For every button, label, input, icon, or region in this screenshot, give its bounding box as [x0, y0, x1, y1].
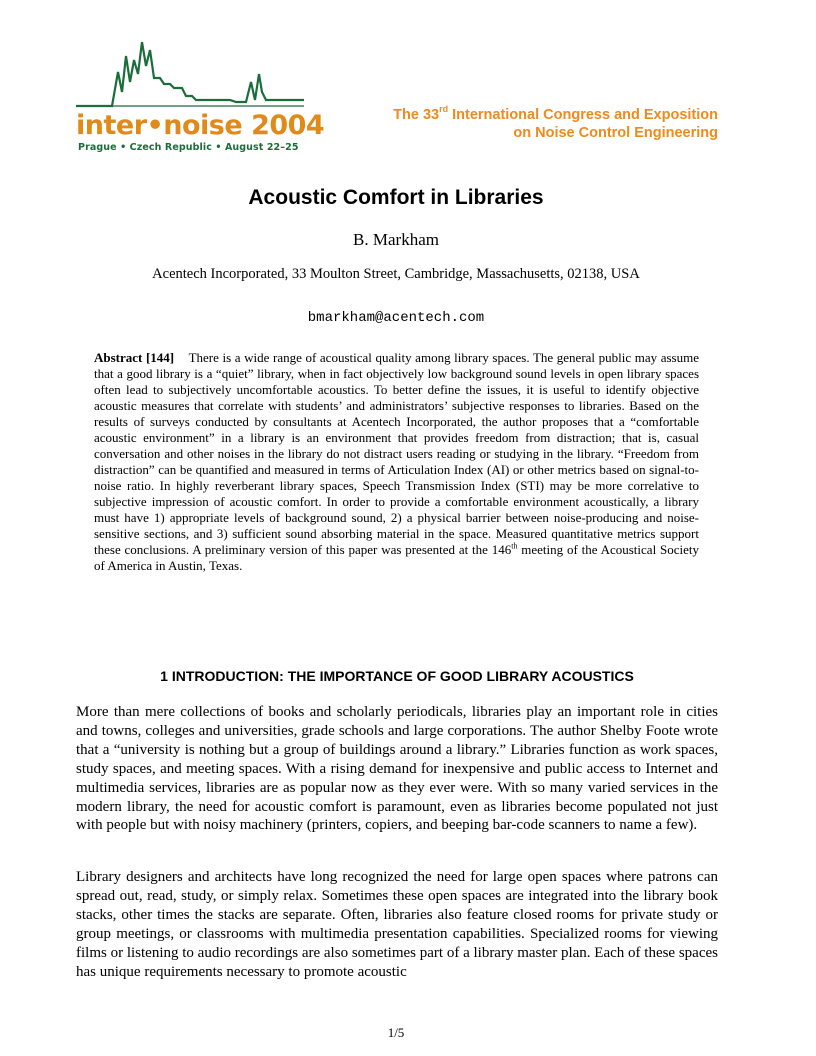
abstract — [94, 350, 699, 574]
paper-title: Acoustic Comfort in Libraries — [248, 186, 544, 209]
page-number: 1/5 — [387, 1025, 405, 1040]
body-paragraph: Library designers and architects have long recognized the need for large open spaces where patrons can spread out, read, study, or simply relax. Sometimes these open spaces are integrated into the library book stacks, other times the stacks are separate. Often, libraries also feature closed rooms for private study or group meetings, or classrooms with multimedia presentation capabilities. Specialized rooms for viewing films or listening to audio recordings are also sometimes part of a library master plan. Each of these spaces has unique requirements necessary to promote acoustic — [76, 869, 718, 980]
section-heading: 1 INTRODUCTION: THE IMPORTANCE OF GOOD LIBRARY ACOUSTICS — [160, 668, 634, 684]
waveform-graphic — [76, 38, 304, 112]
logo-tagline: Prague • Czech Republic • August 22–25 — [78, 142, 299, 153]
congress-line-2: on Noise Control Engineering — [513, 125, 718, 141]
author-email[interactable]: bmarkham@acentech.com — [307, 310, 485, 326]
congress-title — [393, 106, 718, 142]
abstract-text-end: meeting of the Acoustical Society of America in Austin, Texas. — [94, 542, 699, 573]
abstract-label: Abstract [144] — [94, 350, 175, 365]
conference-logo — [76, 38, 325, 160]
paper-author: B. Markham — [353, 230, 439, 249]
logo-wordmark: inter•noise 2004 — [76, 110, 325, 141]
body-paragraph: More than mere collections of books and scholarly periodicals, libraries play an important role in cities and towns, colleges and universities, grade schools and large corporations. The author Shelby Foote wrote that a “university is nothing but a group of buildings around a library.” Libraries function as work spaces, study spaces, and meeting spaces. With a rising demand for inexpensive and public access to Internet and multimedia services, libraries are as popular now as they ever were. With so many varied services in the modern library, the need for acoustic comfort is paramount, even as libraries become populated not just with people but with noisy machinery (printers, copiers, and beeping bar-code scanners to name a few). — [76, 704, 718, 834]
abstract-ordinal: th — [511, 541, 518, 551]
abstract-text: There is a wide range of acoustical quality among library spaces. The general public may assume that a good library is a “quiet” library, when in fact objectively low background sound levels in open library spaces often lead to subjectively uncomfortable acoustics. To better define the issues, it is useful to identify objective acoustic measures that correlate with students’ and administrators’ subjective responses to libraries. Based on the results of surveys conducted by consultants at Acentech Incorporated, the author proposes that a “comfortable acoustic environment” in a library is an environment that provides freedom from distraction; that is, casual conversation and other noises in the library do not distract users reading or studying in the library. “Freedom from distraction” can be quantified and measured in terms of Articulation Index (AI) or other metrics based on signal-to-noise ratio. In highly reverberant library spaces, Speech Transmission Index (STI) may be more correlative to subjective impression of acoustic comfort. In order to provide a comfortable environment acoustically, a library must have 1) appropriate levels of background sound, 2) a physical barrier between noise-producing and noise-sensitive sections, and 3) sufficient sound absorbing material in the space. Measured quantitative metrics support these conclusions. A preliminary version of this paper was presented at the 146 — [94, 350, 699, 557]
congress-line-1: The 33rd International Congress and Exposition — [393, 104, 718, 123]
author-affiliation: Acentech Incorporated, 33 Moulton Street, Cambridge, Massachusetts, 02138, USA — [152, 266, 640, 282]
